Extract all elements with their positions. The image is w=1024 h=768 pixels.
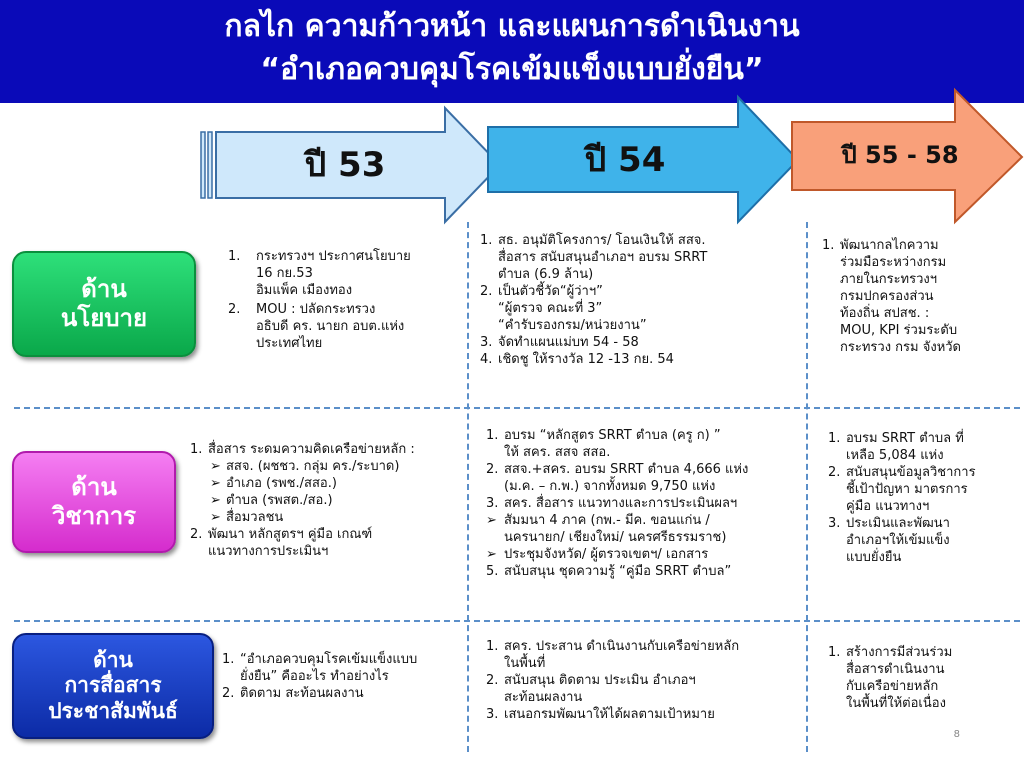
item-text: “อำเภอควบคุมโรคเข้มแข็งแบบ ยั่งยืน” คืออะไร ทำอย่างไร [240,652,418,684]
arrow-bullet-icon: ➢ [486,513,497,528]
academic-year53 [190,441,465,560]
list-item: 3. จัดทำแผนแม่บท 54 - 58 [480,335,639,350]
sub-item [486,546,804,563]
sub-item: ➢ อำเภอ (รพช./สสอ.) [210,476,337,491]
item-text: เสนอกรมพัฒนาให้ได้ผลตามเป้าหมาย [504,707,715,722]
column-divider-2 [806,222,808,752]
list-item: 2. เป็นตัวชี้วัด“ผู้ว่าฯ” “ผู้ตรวจ คณะที่ 3” “คำรับรองกรม/หน่วยงาน” [480,284,647,333]
item-text: เป็นตัวชี้วัด“ผู้ว่าฯ” “ผู้ตรวจ คณะที่ 3” “คำรับรองกรม/หน่วยงาน” [498,284,647,333]
arrow-label-54: ปี 54 [584,140,666,180]
communication-year54 [486,638,804,723]
arrow-label-53: ปี 53 [304,145,386,185]
item-text: สัมมนา 4 ภาค (กพ.- มีค. ขอนแก่น / นครนายก/ เชียงใหม่/ นครศรีธรรมราช) [504,513,727,545]
list-item: 1. อบรม “หลักสูตร SRRT ตำบล (ครู ก) ” ให้ สคร. สสจ สสอ. [486,428,721,460]
sub-item: ➢ สื่อมวลชน [210,510,284,525]
category-communication[interactable]: ด้าน การสื่อสาร ประชาสัมพันธ์ [12,633,214,739]
timeline-arrows [0,0,1024,230]
item-text: สนับสนุนข้อมูลวิชาการ ชี้เป้าปัญหา มาตรการ คู่มือ แนวทางฯ [846,465,976,514]
communication-year55-58 [828,644,1020,712]
list-item: 4. เชิดชู ให้รางวัล 12 -13 กย. 54 [480,352,674,367]
item-text: ประเมินและพัฒนา อำเภอฯให้เข้มแข็ง แบบยั่งยืน [846,516,950,565]
list-item: 5. สนับสนุน ชุดความรู้ “คู่มือ SRRT ตำบล” [486,564,732,579]
list-item: 1. “อำเภอควบคุมโรคเข้มแข็งแบบ ยั่งยืน” คืออะไร ทำอย่างไร [222,652,418,684]
sub-item: ➢ สสจ. (ผชชว. กลุ่ม คร./ระบาด) [210,459,400,474]
sub-item: ➢ ตำบล (รพสต./สอ.) [210,493,333,508]
list-item: 3. ประเมินและพัฒนา อำเภอฯให้เข้มแข็ง แบบยั่งยืน [828,516,950,565]
list-item: 2. พัฒนา หลักสูตรฯ คู่มือ เกณฑ์ แนวทางการประเมินฯ [190,527,373,559]
list-item: 2. สนับสนุนข้อมูลวิชาการ ชี้เป้าปัญหา มาตรการ คู่มือ แนวทางฯ [828,465,976,514]
item-text: สคร. สื่อสาร แนวทางและการประเมินผลฯ [504,496,738,511]
item-text: อบรม SRRT ตำบล ที่ เหลือ 5,084 แห่ง [846,431,964,463]
communication-year53 [222,651,466,702]
item-text: พัฒนากลไกความ ร่วมมือระหว่างกรม ภายในกระทรวงฯ กรมปกครองส่วน ท้องถิ่น สปสช. : MOU, KPI ร่วมระดับ กระทรวง กรม จังหวัด [840,238,961,355]
item-text: สนับสนุน ชุดความรู้ “คู่มือ SRRT ตำบล” [504,564,732,579]
item-text: ติดตาม สะท้อนผลงาน [240,686,364,701]
academic-year54 [486,427,804,580]
arrow-bullet-icon: ➢ [210,476,221,491]
item-text: สนับสนุน ติดตาม ประเมิน อำเภอฯ สะท้อนผลงาน [504,673,696,705]
page-subtitle: “อำเภอควบคุมโรคเข้มแข็งแบบยั่งยืน” [260,52,764,87]
list-item: 2. สนับสนุน ติดตาม ประเมิน อำเภอฯ สะท้อนผลงาน [486,673,696,705]
policy-year54 [480,232,800,368]
policy-year55-58 [822,237,1018,356]
category-academic[interactable]: ด้าน วิชาการ [12,451,176,553]
item-text: จัดทำแผนแม่บท 54 - 58 [498,335,639,350]
policy-year53 [228,248,456,352]
list-item: 1. อบรม SRRT ตำบล ที่ เหลือ 5,084 แห่ง [828,431,964,463]
arrow-label-55-58: ปี 55 - 58 [841,141,959,169]
item-text: เชิดชู ให้รางวัล 12 -13 กย. 54 [498,352,674,367]
list-item: 2. MOU : ปลัดกระทรวง อธิบดี คร. นายก อบต.แห่ง ประเทศไทย [228,302,405,351]
arrow-bullet-icon: ➢ [210,510,221,525]
category-policy[interactable]: ด้าน นโยบาย [12,251,196,357]
item-text: ประชุมจังหวัด/ ผู้ตรวจเขตฯ/ เอกสาร [504,547,709,562]
page-title: กลไก ความก้าวหน้า และแผนการดำเนินงาน [224,9,800,44]
list-item: 3. สคร. สื่อสาร แนวทางและการประเมินผลฯ [486,496,738,511]
arrow-bullet-icon: ➢ [210,459,221,474]
list-item: 1. พัฒนากลไกความ ร่วมมือระหว่างกรม ภายในกระทรวงฯ กรมปกครองส่วน ท้องถิ่น สปสช. : MOU, KPI ร่วมระดับ กระทรวง กรม จังหวัด [822,238,961,355]
item-text: MOU : ปลัดกระทรวง อธิบดี คร. นายก อบต.แห่ง ประเทศไทย [256,302,405,351]
arrow-bullet-icon: ➢ [210,493,221,508]
list-item: 2. สสจ.+สคร. อบรม SRRT ตำบล 4,666 แห่ง (ม.ค. – ก.พ.) จากทั้งหมด 9,750 แห่ง [486,462,749,494]
item-text: สสจ.+สคร. อบรม SRRT ตำบล 4,666 แห่ง (ม.ค. – ก.พ.) จากทั้งหมด 9,750 แห่ง [504,462,749,494]
list-item: 2. ติดตาม สะท้อนผลงาน [222,686,364,701]
item-text: สธ. อนุมัติโครงการ/ โอนเงินให้ สสจ. สื่อสาร สนับสนุนอำเภอฯ อบรม SRRT ตำบล (6.9 ล้าน) [498,233,708,282]
list-item: 1. กระทรวงฯ ประกาศนโยบาย 16 กย.53 อิมแพ็ค เมืองทอง [228,249,411,298]
row-divider-1 [14,407,1020,409]
item-text: กระทรวงฯ ประกาศนโยบาย 16 กย.53 อิมแพ็ค เมืองทอง [256,249,411,298]
item-text: อบรม “หลักสูตร SRRT ตำบล (ครู ก) ” ให้ สคร. สสจ สสอ. [504,428,721,460]
column-divider-1 [467,222,469,752]
sub-item [486,512,804,546]
list-item: 1. สร้างการมีส่วนร่วม สื่อสารดำเนินงาน กับเครือข่ายหลัก ในพื้นที่ให้ต่อเนื่อง [828,645,953,711]
list-item: 1. สื่อสาร ระดมความคิดเครือข่ายหลัก : [190,442,415,457]
academic-year55-58 [828,430,1020,566]
list-item: 1. สคร. ประสาน ดำเนินงานกับเครือข่ายหลัก ในพื้นที่ [486,639,740,671]
item-text: พัฒนา หลักสูตรฯ คู่มือ เกณฑ์ แนวทางการประเมินฯ [208,527,373,559]
item-text: สร้างการมีส่วนร่วม สื่อสารดำเนินงาน กับเครือข่ายหลัก ในพื้นที่ให้ต่อเนื่อง [846,645,953,711]
page-number: 8 [953,729,960,740]
arrow-stripes [201,132,212,198]
item-text: สคร. ประสาน ดำเนินงานกับเครือข่ายหลัก ในพื้นที่ [504,639,740,671]
item-text: สื่อสาร ระดมความคิดเครือข่ายหลัก : [208,442,415,457]
row-divider-2 [14,620,1020,622]
list-item: 1. สธ. อนุมัติโครงการ/ โอนเงินให้ สสจ. สื่อสาร สนับสนุนอำเภอฯ อบรม SRRT ตำบล (6.9 ล้าน) [480,233,708,282]
list-item: 3. เสนอกรมพัฒนาให้ได้ผลตามเป้าหมาย [486,707,715,722]
arrow-bullet-icon: ➢ [486,547,497,562]
